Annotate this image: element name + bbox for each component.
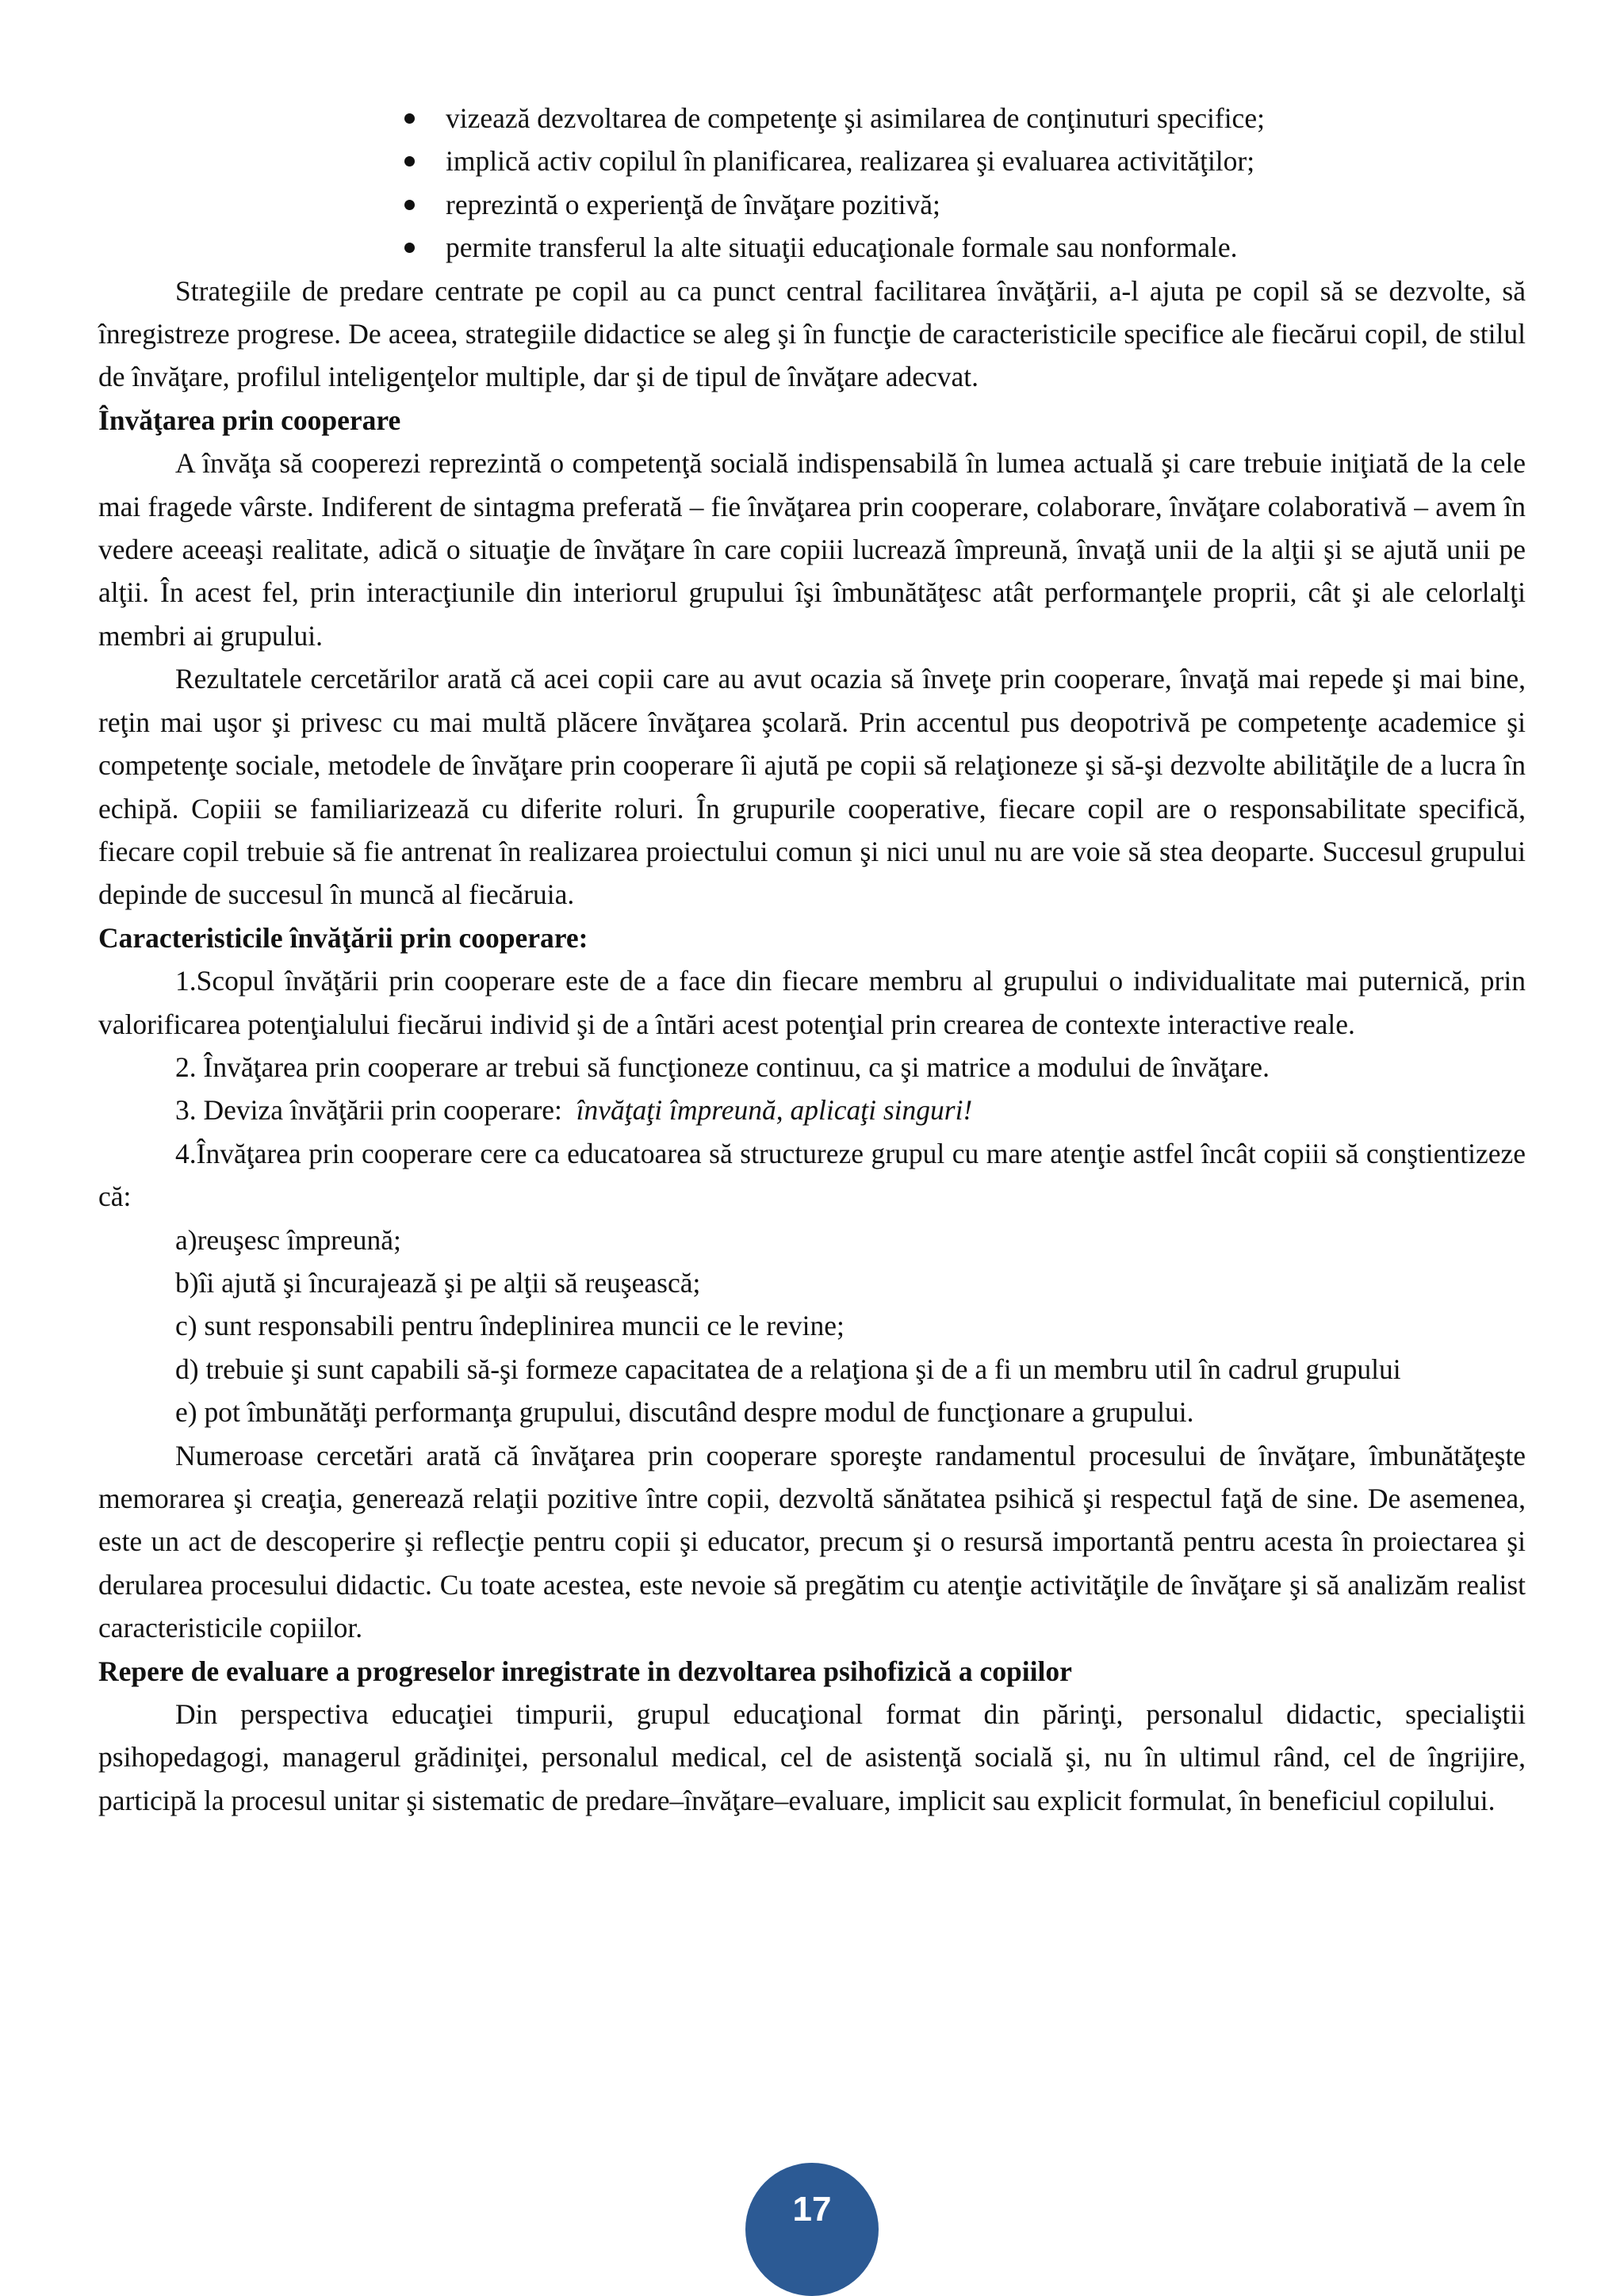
- page-number: 17: [792, 2190, 832, 2229]
- document-page: [98, 97, 1526, 1822]
- heading-caracteristici: Caracteristicile învăţării prin cooperare:: [98, 921, 588, 954]
- bullet-item: vizează dezvoltarea de competenţe şi asimilarea de conţinuturi specifice;: [401, 97, 1526, 140]
- bullet-dot-icon: [404, 113, 415, 124]
- bullet-item: reprezintă o experienţă de învăţare pozitivă;: [401, 183, 1526, 226]
- bullet-dot-icon: [404, 243, 415, 253]
- sub-item-e: e) pot îmbunătăţi performanţa grupului, discutând despre modul de funcţionare a grupului.: [175, 1396, 1194, 1429]
- paragraph-numeroase: Numeroase cercetări arată că învăţarea prin cooperare sporeşte randamentul procesului de învăţare, îmbunătăţeşte memorarea şi creaţia, generează relaţii pozitive între copii, dezvoltă sănătatea psihică şi respectul faţă de sine. De asemenea, este un act de descoperire şi reflecţie pentru copii şi educator, precum şi o resursă importantă pentru acesta în proiectarea şi derularea procesului didactic. Cu toate acestea, este nevoie să pregătim cu atenţie activităţile de învăţare şi să analizăm realist caracteristicile copiilor.: [98, 1439, 1526, 1644]
- characteristic-1: 1.Scopul învăţării prin cooperare este de a face din fiecare membru al grupului o individualitate mai puternică, prin valorificarea potenţialului fiecărui individ şi de a întări acest potenţial prin crearea de contexte interactive reale.: [98, 965, 1526, 1040]
- bullet-dot-icon: [404, 156, 415, 166]
- characteristic-4: 4.Învăţarea prin cooperare cere ca educatoarea să structureze grupul cu mare atenţie astfel încât copiii să conştientizeze că:: [98, 1137, 1526, 1213]
- characteristic-3-prefix: 3. Deviza învăţării prin cooperare:: [175, 1094, 576, 1127]
- page-number-badge: [745, 2163, 879, 2296]
- sub-item-b: b)îi ajută şi încurajează şi pe alţii să reuşească;: [175, 1266, 701, 1299]
- bullet-dot-icon: [404, 200, 415, 210]
- heading-cooperare: Învăţarea prin cooperare: [98, 404, 401, 436]
- bullet-item: implică activ copilul în planificarea, realizarea şi evaluarea activităţilor;: [401, 140, 1526, 182]
- bullet-item: permite transferul la alte situaţii educaţionale formale sau nonformale.: [401, 226, 1526, 269]
- section-title: Repere de evaluare a progreselor inregistrate in dezvoltarea psihofizică a copiilor: [98, 1655, 1072, 1687]
- sub-item-c: c) sunt responsabili pentru îndeplinirea muncii ce le revine;: [175, 1310, 845, 1342]
- motto: învăţaţi împreună, aplicaţi singuri!: [576, 1094, 973, 1127]
- characteristic-3: [98, 1089, 1526, 1131]
- paragraph-strategii: Strategiile de predare centrate pe copil au ca punct central facilitarea învăţării, a-l ajuta pe copil să se dezvolte, să înregistreze progrese. De aceea, strategiile didactice se aleg şi în funcţie de caracteristicile specifice ale fiecărui copil, de stilul de învăţare, profilul inteligenţelor multiple, dar şi de tipul de învăţare adecvat.: [98, 274, 1526, 393]
- bullet-list: [401, 97, 1526, 270]
- paragraph-coopera: A învăţa să cooperezi reprezintă o competenţă socială indispensabilă în lumea actuală şi care trebuie iniţiată de la cele mai fragede vârste. Indiferent de sintagma preferată – fie învăţarea prin cooperare, colaborare, învăţare colaborativă – avem în vedere aceeaşi realitate, adică o situaţie de învăţare în care copiii lucrează împreună, învaţă unii de la alţii şi se ajută unii pe alţii. În acest fel, prin interacţiunile din interiorul grupului îşi îmbunătăţesc atât performanţele proprii, cât şi ale celorlalţi membri ai grupului.: [98, 447, 1526, 652]
- characteristic-2: 2. Învăţarea prin cooperare ar trebui să funcţioneze continuu, ca şi matrice a modului de învăţare.: [175, 1050, 1270, 1083]
- paragraph-perspectiva: Din perspectiva educaţiei timpurii, grupul educaţional format din părinţi, personalul didactic, specialiştii psihopedagogi, managerul grădiniţei, personalul medical, cel de asistenţă socială şi, nu în ultimul rând, cel de îngrijire, participă la procesul unitar şi sistematic de predare–învăţare–evaluare, implicit sau explicit formulat, în beneficiul copilului.: [98, 1698, 1526, 1816]
- sub-item-a: a)reuşesc împreună;: [175, 1223, 401, 1256]
- paragraph-rezultate: Rezultatele cercetărilor arată că acei copii care au avut ocazia să înveţe prin cooperare, învaţă mai repede şi mai bine, reţin mai uşor şi privesc cu mai multă plăcere învăţarea şcolară. Prin accentul pus deopotrivă pe competenţe academice şi competenţe sociale, metodele de învăţare prin cooperare îi ajută pe copii să relaţioneze şi să-şi dezvolte abilităţile de a lucra în echipă. Copiii se familiarizează cu diferite roluri. În grupurile cooperative, fiecare copil are o responsabilitate specifică, fiecare copil trebuie să fie antrenat în realizarea proiectului comun şi nici unul nu are voie să stea deoparte. Succesul grupului depinde de succesul în muncă al fiecăruia.: [98, 663, 1526, 911]
- sub-item-d: d) trebuie şi sunt capabili să-şi formeze capacitatea de a relaţiona şi de a fi un membru util în cadrul grupului: [175, 1353, 1401, 1385]
